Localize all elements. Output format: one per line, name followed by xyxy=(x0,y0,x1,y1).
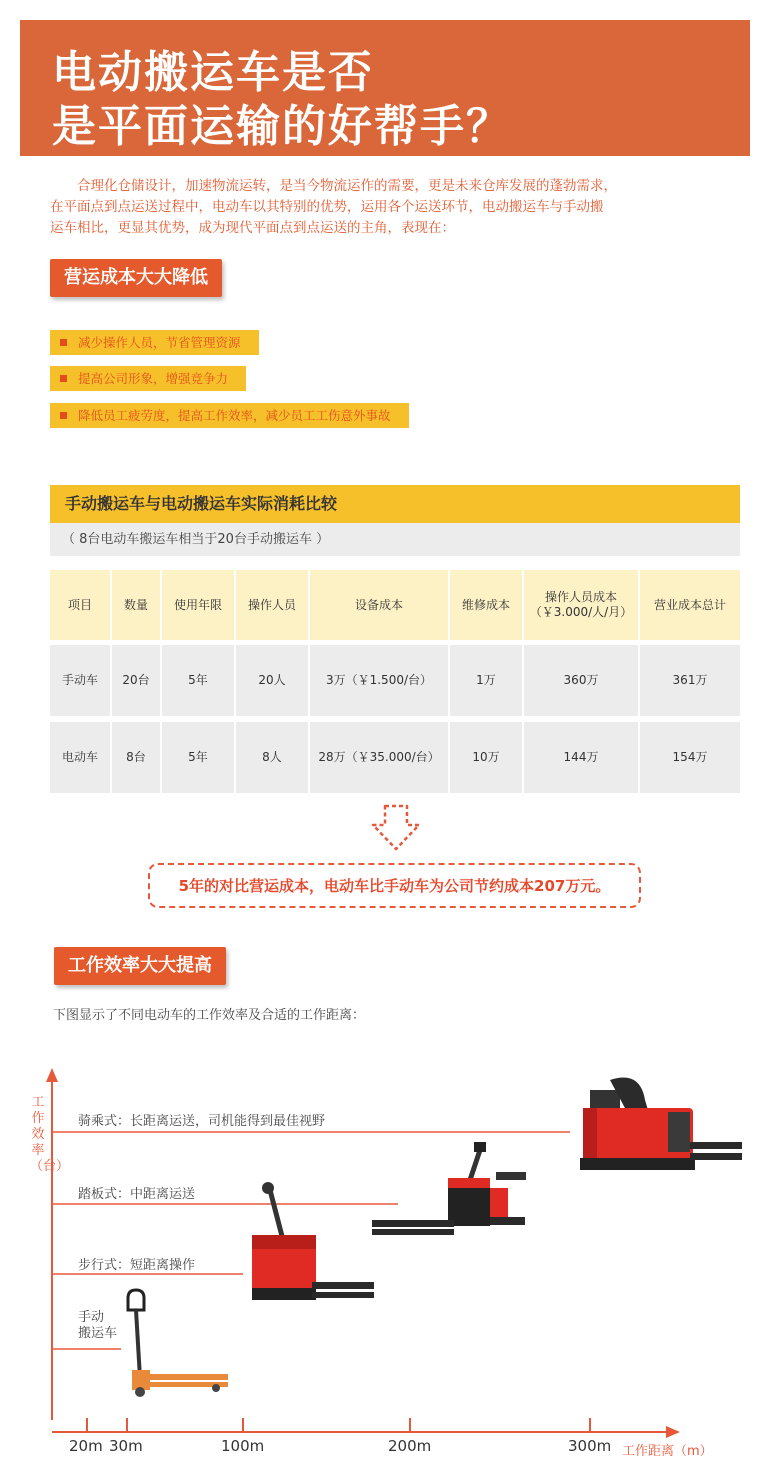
table-header-cell: 项目 xyxy=(50,570,110,640)
efficiency-section-tag: 工作效率大大提高 xyxy=(54,947,226,985)
bullet-square-icon xyxy=(60,412,67,419)
bullet-square-icon xyxy=(60,375,67,382)
table-header-cell: 操作人员 xyxy=(236,570,308,640)
x-axis-arrowhead xyxy=(666,1426,680,1438)
cost-bullet: 降低员工疲劳度，提高工作效率，减少员工工伤意外事故 xyxy=(50,403,409,428)
intro-line: 运车相比，更显其优势，成为现代平面点到点运送的主角，表现在： xyxy=(50,220,455,236)
table-header-cell: 维修成本 xyxy=(450,570,522,640)
table-cell: 5年 xyxy=(162,645,234,716)
cost-section-tag: 营运成本大大降低 xyxy=(50,259,222,297)
x-tick-label: 100m xyxy=(221,1437,265,1455)
level-label-walkie: 步行式：短距离操作 xyxy=(78,1258,196,1273)
table-cell: 8人 xyxy=(236,722,308,793)
table-cell: 3万（￥1.500/台） xyxy=(310,645,448,716)
manual-pallet-truck-icon xyxy=(128,1290,228,1397)
cost-bullet: 提高公司形象，增强竞争力 xyxy=(50,366,246,391)
table-cell: 360万 xyxy=(524,645,638,716)
y-axis-arrowhead xyxy=(46,1068,58,1082)
table-cell: 20人 xyxy=(236,645,308,716)
walkie-pallet-truck-icon xyxy=(252,1182,374,1300)
table-cell: 5年 xyxy=(162,722,234,793)
table-cell: 电动车 xyxy=(50,722,110,793)
x-tick-label: 30m xyxy=(109,1437,143,1455)
table-header-cell: 设备成本 xyxy=(310,570,448,640)
x-tick-label: 20m xyxy=(69,1437,103,1455)
stand-on-pallet-truck-icon xyxy=(372,1142,526,1235)
x-tick-label: 300m xyxy=(568,1437,612,1455)
hero-banner xyxy=(20,20,750,156)
hero-title-line-2: 是平面运输的好帮手？ xyxy=(52,101,512,152)
x-axis-title: 工作距离（m） xyxy=(622,1444,713,1459)
level-label-manual: 手动 搬运车 xyxy=(78,1310,118,1341)
table-cell: 10万 xyxy=(450,722,522,793)
x-tick-label: 200m xyxy=(388,1437,432,1455)
rider-pallet-truck-icon xyxy=(580,1078,742,1171)
table-header-cell: 数量 xyxy=(112,570,160,640)
intro-line: 在平面点到点运送过程中，电动车以其特别的优势，运用各个运送环节，电动搬运车与手动搬 xyxy=(50,199,604,215)
savings-callout: 5年的对比营运成本，电动车比手动车为公司节约成本207万元。 xyxy=(148,863,641,908)
intro-line: 合理化仓储设计，加速物流运转，是当今物流运作的需要，更是未来仓库发展的蓬勃需求， xyxy=(50,178,617,194)
efficiency-chart xyxy=(0,1060,770,1470)
intro-paragraph xyxy=(50,176,725,239)
table-cell: 20台 xyxy=(112,645,160,716)
table-cell: 28万（￥35.000/台） xyxy=(310,722,448,793)
bullet-square-icon xyxy=(60,339,67,346)
comparison-subtitle: （ 8台电动车搬运车相当于20台手动搬运车 ） xyxy=(50,523,740,556)
table-cell: 144万 xyxy=(524,722,638,793)
hero-title-line-1: 电动搬运车是否 xyxy=(52,47,374,98)
efficiency-description: 下图显示了不同电动车的工作效率及合适的工作距离： xyxy=(53,1008,366,1023)
table-cell: 手动车 xyxy=(50,645,110,716)
level-label-rider: 骑乘式：长距离运送，司机能得到最佳视野 xyxy=(78,1114,326,1129)
table-cell: 8台 xyxy=(112,722,160,793)
cost-bullet: 减少操作人员，节省管理资源 xyxy=(50,330,259,355)
table-cell: 154万 xyxy=(640,722,740,793)
table-header-cell: 使用年限 xyxy=(162,570,234,640)
table-header-cell: 操作人员成本 （￥3.000/人/月） xyxy=(524,570,638,640)
down-arrow-icon xyxy=(368,803,424,853)
level-label-stand-on: 踏板式：中距离运送 xyxy=(78,1187,196,1202)
comparison-title: 手动搬运车与电动搬运车实际消耗比较 xyxy=(50,485,740,523)
table-cell: 1万 xyxy=(450,645,522,716)
table-header-cell: 营业成本总计 xyxy=(640,570,740,640)
table-cell: 361万 xyxy=(640,645,740,716)
y-axis-title: 工作效率（台） xyxy=(30,1095,70,1174)
